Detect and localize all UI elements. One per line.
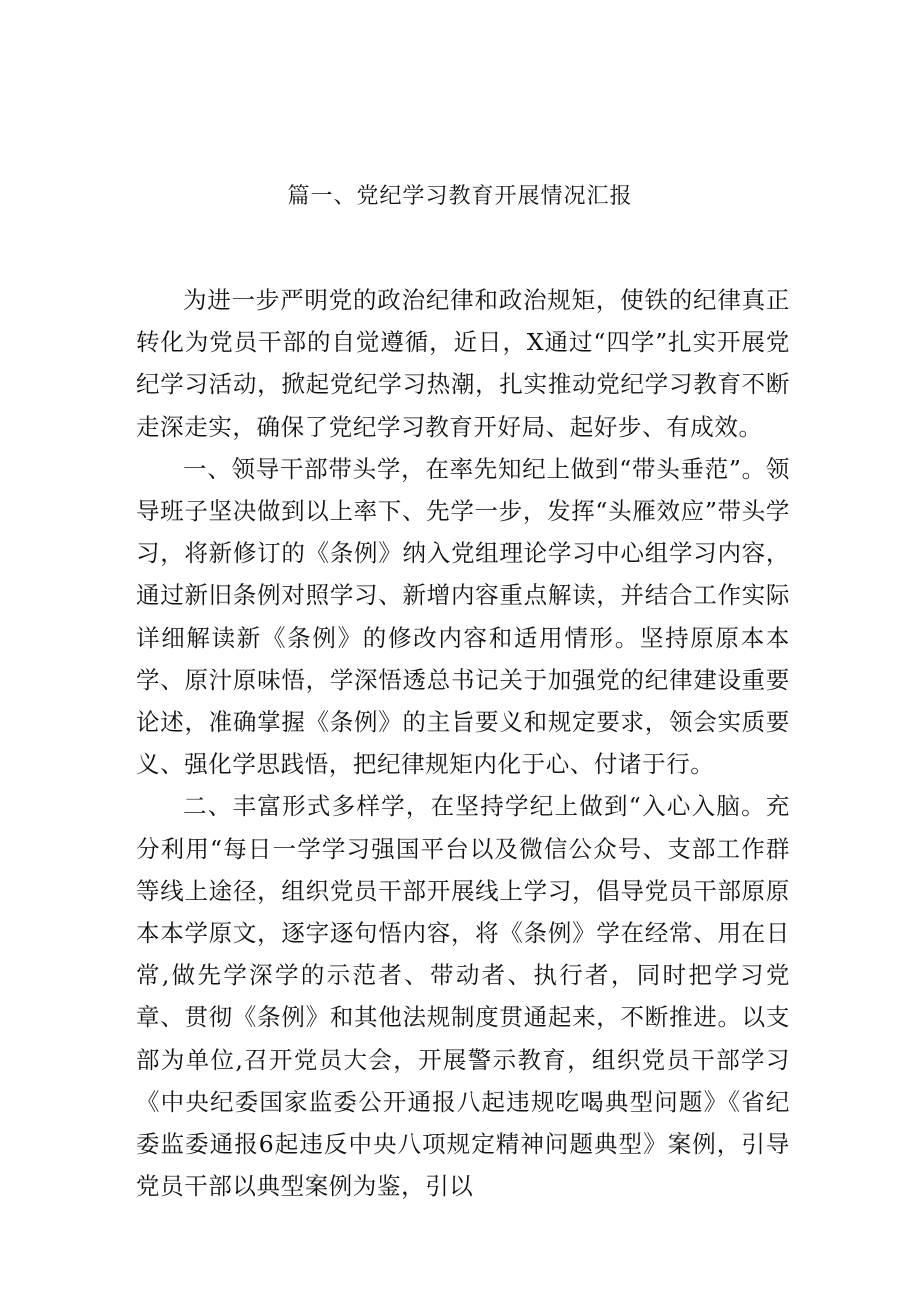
paragraph-intro: 为进一步严明党的政治纪律和政治规矩，使铁的纪律真正转化为党员干部的自觉遵循，近日，X通过“四学”扎实开展党纪学习活动，掀起党纪学习热潮，扎实推动党纪学习教育不断走深走实，确保了党纪学习教育开好局、起好步、有成效。 [136, 286, 790, 441]
paragraph-section-1: 一、领导干部带头学，在率先知纪上做到“带头垂范”。领导班子坚决做到以上率下、先学一步，发挥“头雁效应”带头学习，将新修订的《条例》纳入党组理论学习中心组学习内容，通过新旧条例对照学习、新增内容重点解读，并结合工作实际详细解读新《条例》的修改内容和适用情形。坚持原原本本学、原汁原味悟，学深悟透总书记关于加强党的纪律建设重要论述，准确掌握《条例》的主旨要义和规定要求，领会实质要义、强化学思践悟，把纪律规矩内化于心、付诸于行。 [136, 454, 790, 779]
document-title: 篇一、党纪学习教育开展情况汇报 [287, 184, 633, 209]
paragraph-section-2: 二、丰富形式多样学，在坚持学纪上做到“入心入脑。充分利用“每日一学学习强国平台以及微信公众号、支部工作群等线上途径，组织党员干部开展线上学习，倡导党员干部原原本本学原文，逐字逐句悟内容，将《条例》学在经常、用在日常,做先学深学的示范者、带动者、执行者，同时把学习党章、贯彻《条例》和其他法规制度贯通起来，不断推进。以支部为单位,召开党员大会，开展警示教育，组织党员干部学习《中央纪委国家监委公开通报八起违规吃喝典型问题》《省纪委监委通报6起违反中央八项规定精神问题典型》案例，引导党员干部以典型案例为鉴，引以 [136, 792, 790, 1201]
document-body [136, 279, 790, 1207]
